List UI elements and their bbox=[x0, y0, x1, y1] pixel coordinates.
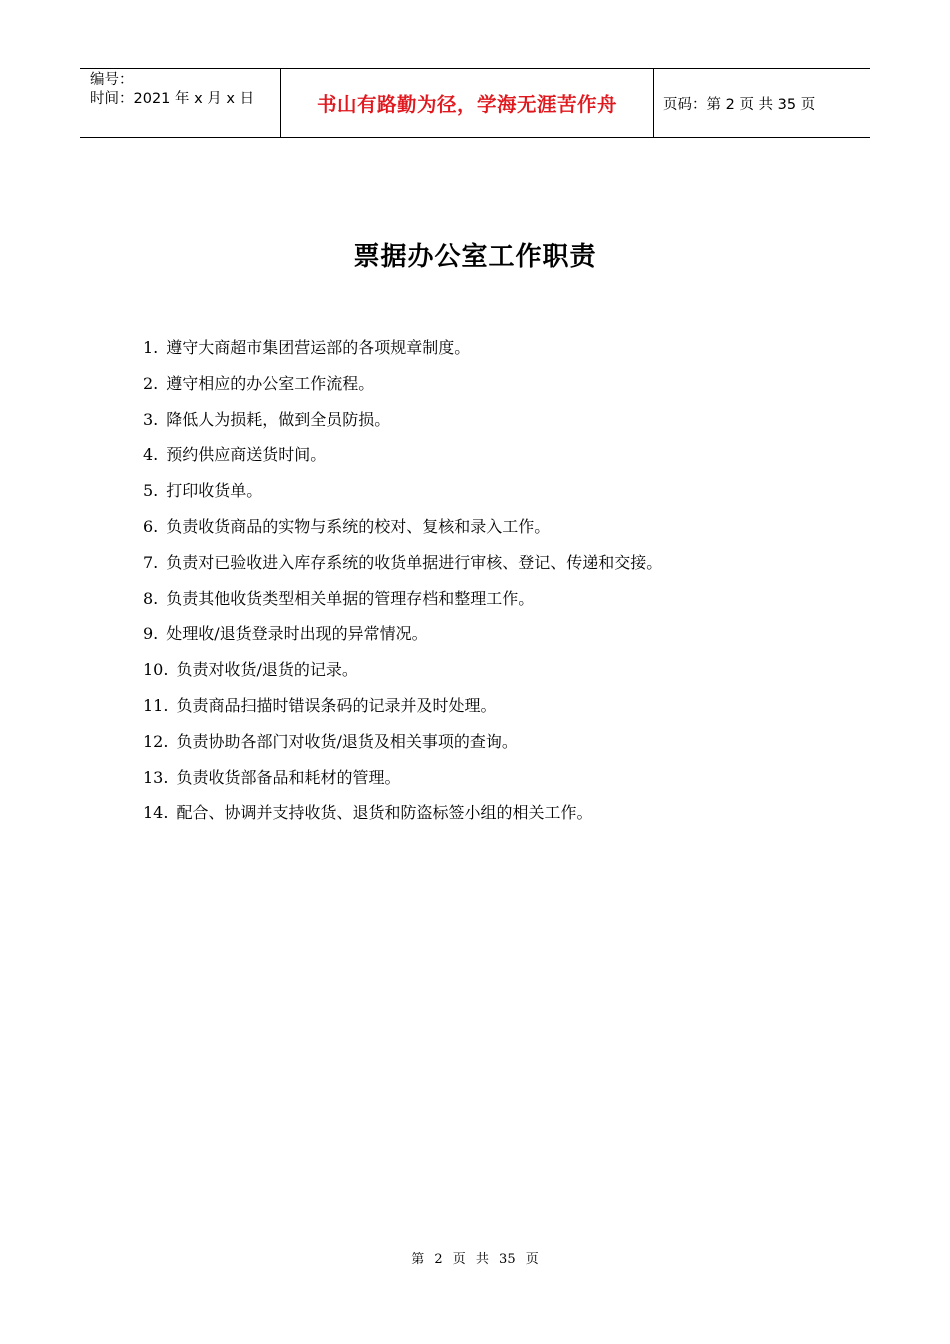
duty-number: 2. bbox=[143, 373, 159, 393]
duty-item bbox=[143, 366, 662, 402]
header-page-info: 页码：第 2 页 共 35 页 bbox=[663, 96, 816, 113]
duty-number: 1. bbox=[143, 338, 159, 357]
duty-text: 打印收货单。 bbox=[166, 481, 263, 501]
duty-text: 负责对已验收进入库存系统的收货单据进行审核、登记、传递和交接。 bbox=[166, 552, 663, 572]
duty-item bbox=[143, 760, 662, 796]
duty-text: 预约供应商送货时间。 bbox=[166, 445, 327, 465]
duty-item bbox=[143, 581, 662, 617]
duty-number: 9. bbox=[143, 624, 159, 644]
duty-number: 4. bbox=[143, 445, 159, 465]
duty-number: 12. bbox=[143, 731, 169, 751]
duty-text: 负责协助各部门对收货/退货及相关事项的查询。 bbox=[176, 731, 518, 751]
header-meta bbox=[80, 69, 281, 137]
duty-item bbox=[143, 545, 662, 581]
duty-text: 负责对收货/退货的记录。 bbox=[176, 660, 358, 680]
duty-item bbox=[143, 652, 662, 688]
duty-text: 负责收货部备品和耗材的管理。 bbox=[176, 767, 401, 787]
duty-item bbox=[143, 724, 662, 760]
duty-number: 6. bbox=[143, 516, 159, 536]
page-header bbox=[80, 68, 870, 138]
duty-number: 10. bbox=[143, 660, 169, 680]
duty-item bbox=[143, 437, 662, 473]
duty-number: 8. bbox=[143, 588, 159, 608]
duty-text: 处理收/退货登录时出现的异常情况。 bbox=[166, 624, 428, 644]
duty-number: 3. bbox=[143, 409, 159, 429]
duty-number: 14. bbox=[143, 803, 169, 823]
document-title: 票据办公室工作职责 bbox=[353, 242, 597, 272]
header-motto: 书山有路勤为径，学海无涯苦作舟 bbox=[281, 69, 654, 137]
duty-item bbox=[143, 330, 662, 366]
duty-number: 11. bbox=[143, 695, 169, 715]
duty-item bbox=[143, 402, 662, 438]
duty-text: 负责其他收货类型相关单据的管理存档和整理工作。 bbox=[166, 588, 535, 608]
duties-list bbox=[143, 330, 662, 831]
duty-text: 遵守相应的办公室工作流程。 bbox=[166, 373, 375, 393]
duty-text: 遵守大商超市集团营运部的各项规章制度。 bbox=[166, 338, 471, 357]
document-date: 时间：2021 年 x 月 x 日 bbox=[90, 91, 255, 107]
duty-number: 7. bbox=[143, 552, 159, 572]
duty-number: 13. bbox=[143, 767, 169, 787]
duty-number: 5. bbox=[143, 481, 159, 501]
duty-item bbox=[143, 616, 662, 652]
document-number-label: 编号： bbox=[90, 72, 134, 88]
page-footer: 第 2 页 共 35 页 bbox=[411, 1252, 539, 1267]
duty-text: 降低人为损耗，做到全员防损。 bbox=[166, 409, 391, 429]
duty-item bbox=[143, 688, 662, 724]
duty-text: 负责收货商品的实物与系统的校对、复核和录入工作。 bbox=[166, 516, 551, 536]
duty-text: 负责商品扫描时错误条码的记录并及时处理。 bbox=[176, 695, 497, 715]
duty-item bbox=[143, 795, 662, 831]
duty-item bbox=[143, 509, 662, 545]
duty-text: 配合、协调并支持收货、退货和防盗标签小组的相关工作。 bbox=[176, 803, 593, 823]
duty-item bbox=[143, 473, 662, 509]
